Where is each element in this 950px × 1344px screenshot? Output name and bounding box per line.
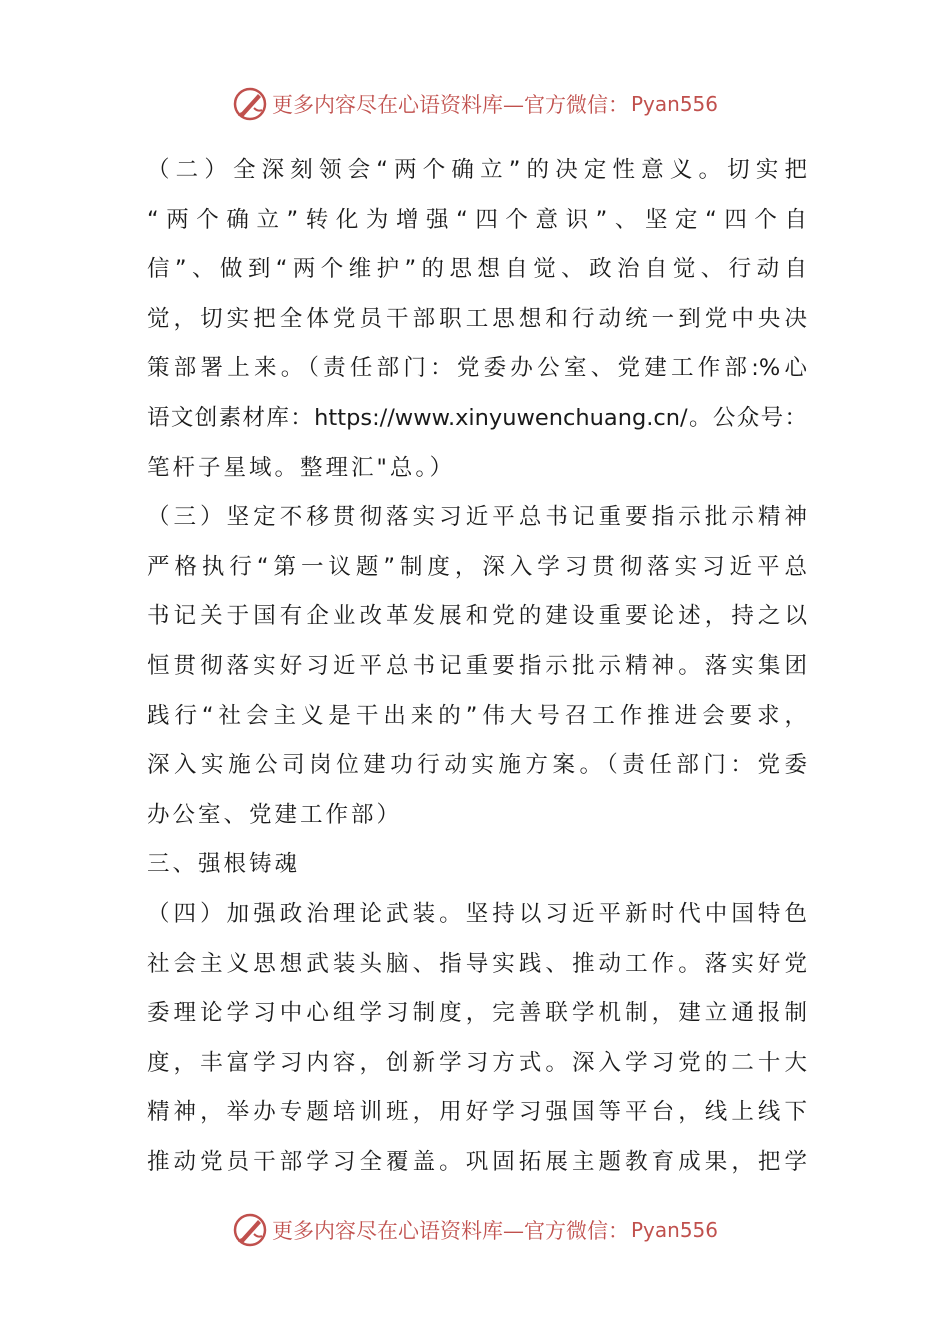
- paragraph-line: 觉，切实把全体党员干部职工思想和行动统一到党中央决: [147, 305, 807, 332]
- paragraph-line: 书记关于国有企业改革发展和党的建设重要论述，持之以: [147, 603, 807, 630]
- paragraph-line: 委理论学习中心组学习制度，完善联学机制，建立通报制: [147, 1000, 807, 1027]
- paragraph-line: “两个确立”转化为增强“四个意识”、坚定“四个自: [147, 206, 807, 233]
- paragraph-line: 恒贯彻落实好习近平总书记重要指示批示精神。落实集团: [147, 652, 807, 679]
- watermark-banner-bottom: [0, 1208, 950, 1252]
- paragraph-line: 度，丰富学习内容，创新学习方式。深入学习党的二十大: [147, 1049, 807, 1076]
- document-body: [147, 146, 807, 1187]
- paragraph-line: （二）全深刻领会“两个确立”的决定性意义。切实把: [147, 157, 807, 183]
- paragraph-line: 信”、做到“两个维护”的思想自觉、政治自觉、行动自: [147, 256, 807, 283]
- paragraph-line: 深入实施公司岗位建功行动实施方案。（责任部门：党委: [147, 752, 807, 779]
- watermark-text: 更多内容尽在心语资料库—官方微信：: [271, 93, 629, 117]
- paragraph-line: 语文创素材库：https://www.xinyuwenchuang.cn/。公众号：: [147, 404, 807, 431]
- paragraph-line: 策部署上来。（责任部门：党委办公室、党建工作部:%心: [147, 355, 807, 382]
- paragraph-line: 精神，举办专题培训班，用好学习强国等平台，线上线下: [147, 1099, 807, 1126]
- paragraph-line: （四）加强政治理论武装。坚持以习近平新时代中国特色: [147, 900, 807, 927]
- watermark-text: 更多内容尽在心语资料库—官方微信：: [271, 1219, 629, 1243]
- paragraph-line: 推动党员干部学习全覆盖。巩固拓展主题教育成果，把学: [147, 1148, 807, 1175]
- paragraph-line: 办公室、党建工作部）: [147, 801, 403, 828]
- paragraph-line: 践行“社会主义是干出来的”伟大号召工作推进会要求，: [147, 702, 807, 729]
- watermark-handle: Pyan556: [630, 1218, 718, 1242]
- section-heading: 三、强根铸魂: [147, 851, 301, 878]
- paragraph-line: 笔杆子星域。整理汇"总。）: [147, 454, 456, 481]
- pen-logo-icon: [232, 86, 268, 122]
- paragraph-line: 社会主义思想武装头脑、指导实践、推动工作。落实好党: [147, 950, 807, 977]
- paragraph-line: 严格执行“第一议题”制度，深入学习贯彻落实习近平总: [147, 553, 807, 580]
- pen-logo-icon: [232, 1212, 268, 1248]
- paragraph-line: （三）坚定不移贯彻落实习近平总书记重要指示批示精神: [147, 504, 807, 531]
- watermark-banner-top: [0, 82, 950, 126]
- watermark-handle: Pyan556: [630, 92, 718, 116]
